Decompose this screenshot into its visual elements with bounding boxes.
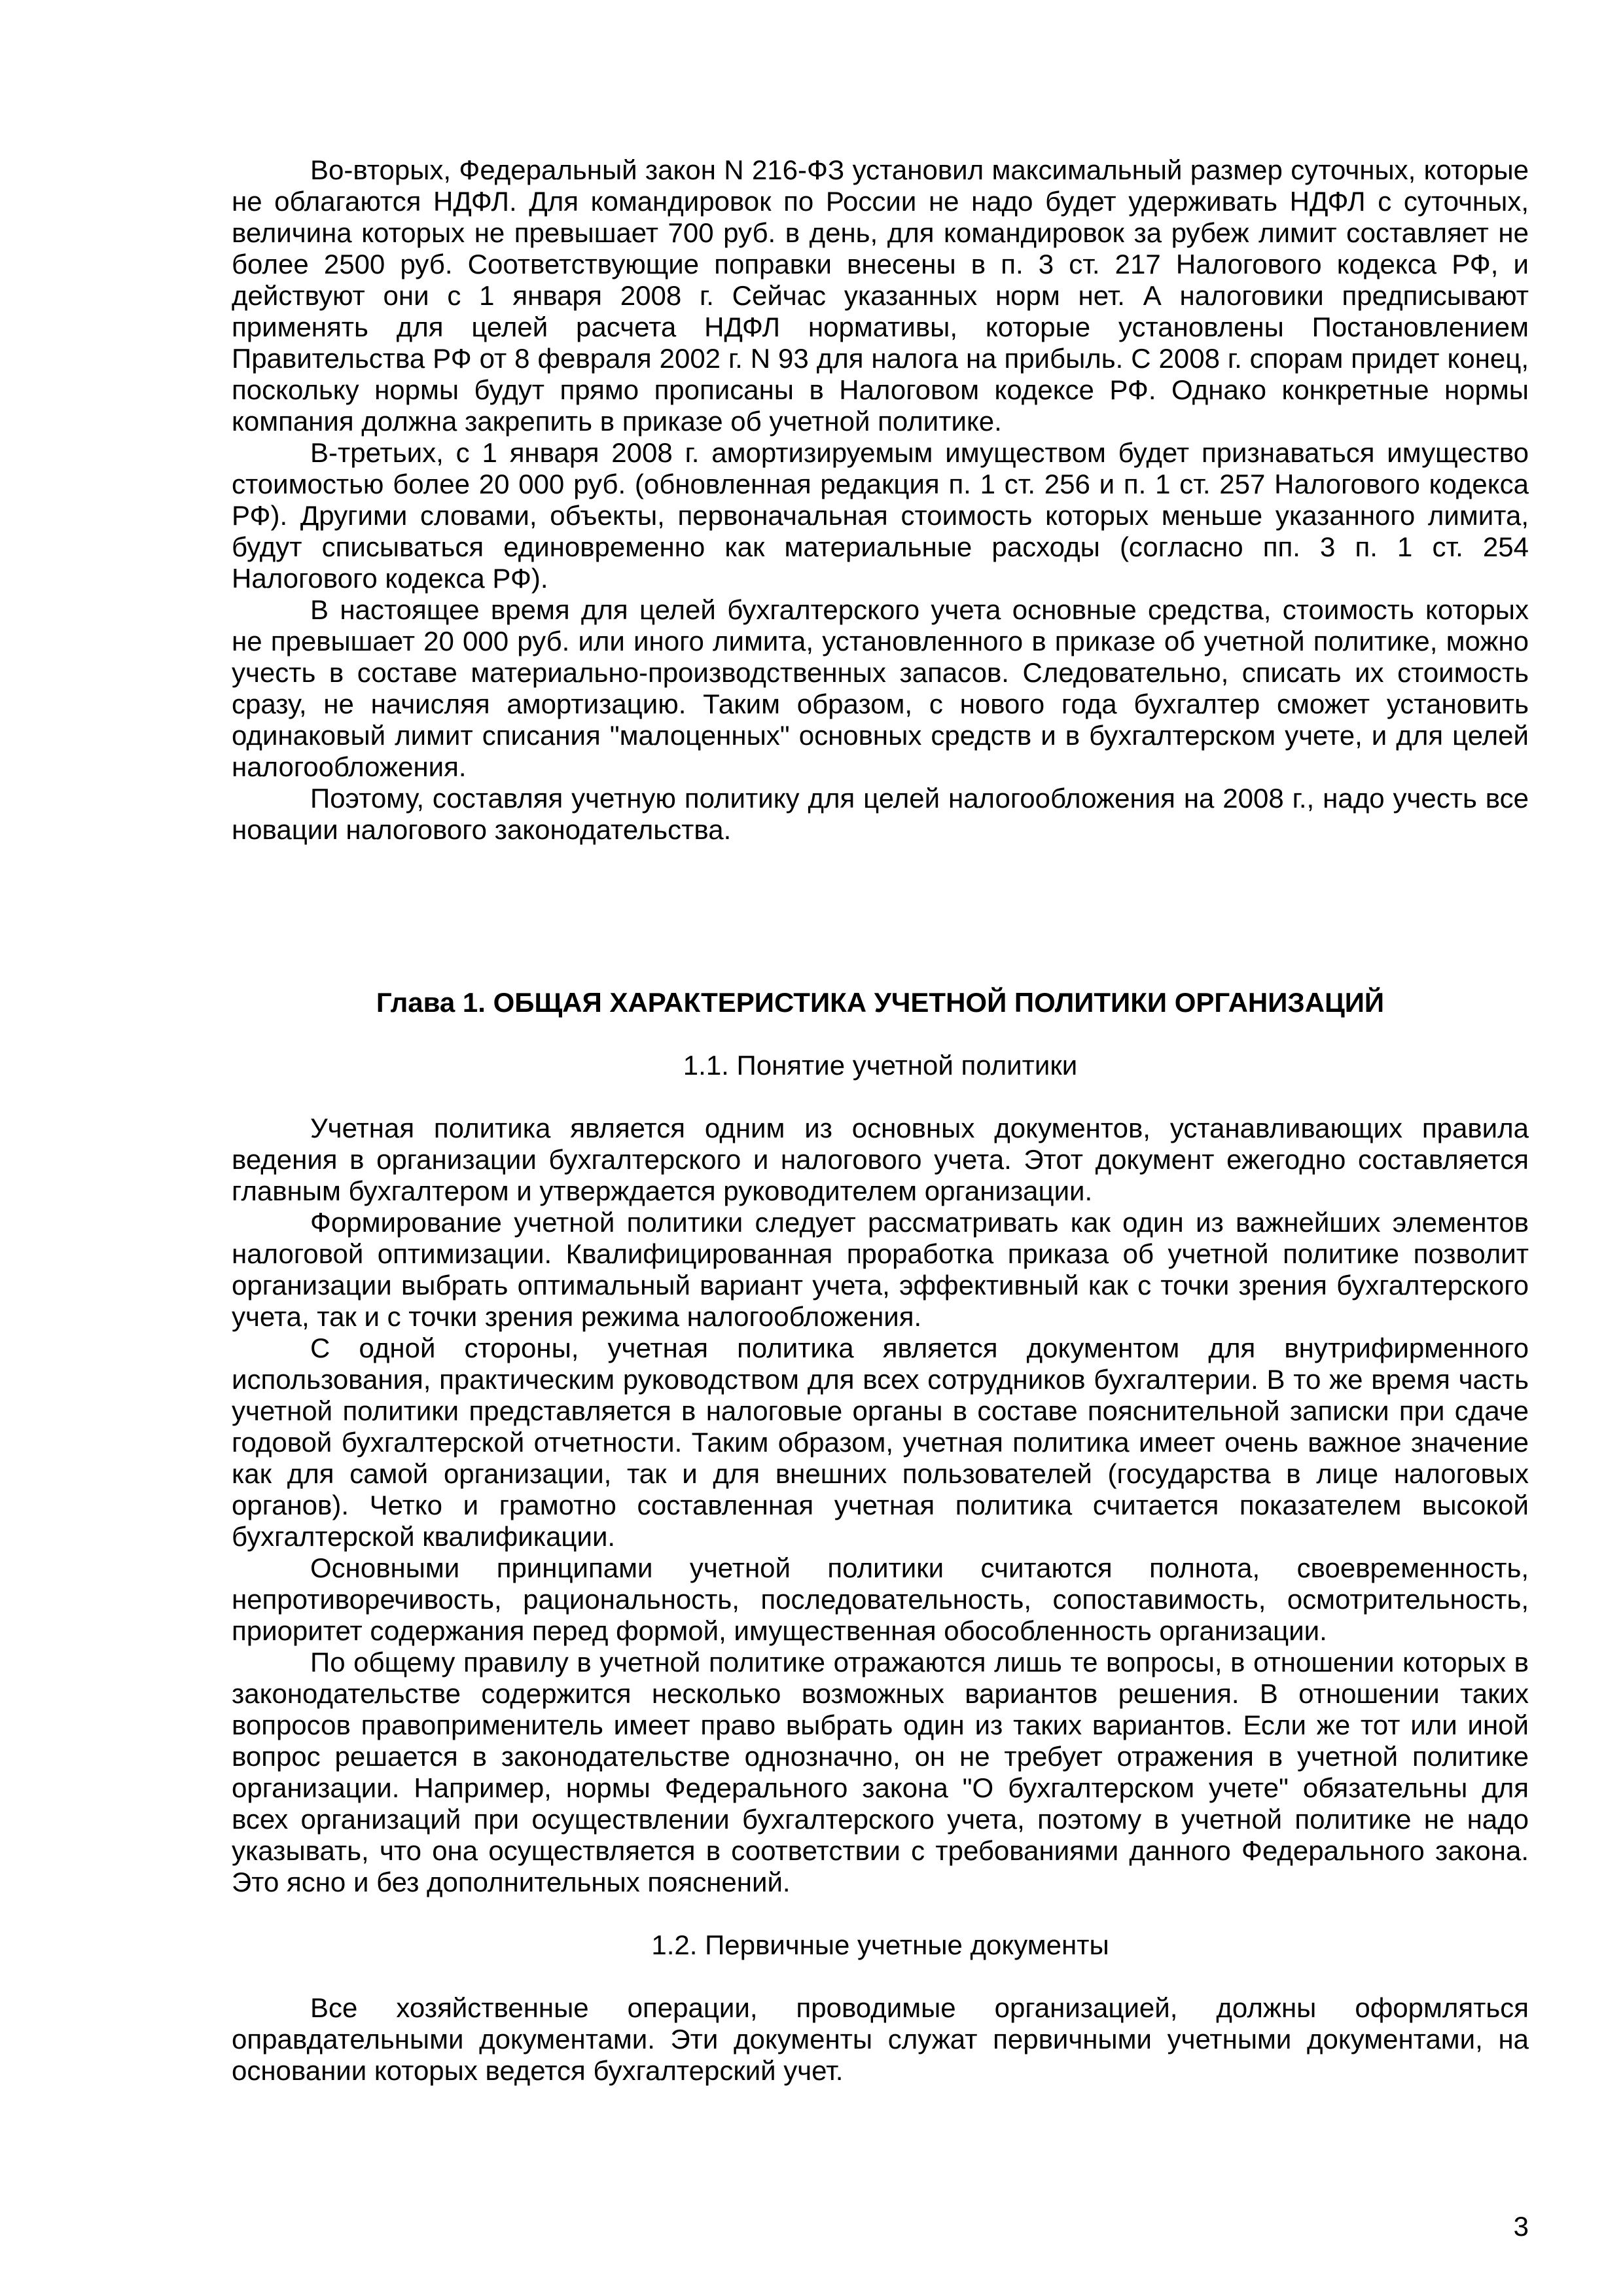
intro-paragraph-2: В-третьих, с 1 января 2008 г. амортизируемым имуществом будет признаваться имущество стоимостью более 20 000 руб. (обновленная редакция п. 1 ст. 256 и п. 1 ст. 257 Налогового кодекса РФ). Другими словами, объекты, первоначальная стоимость которых меньше указанного лимита, будут списываться единовременно как материальные расходы (согласно пп. 3 п. 1 ст. 254 Налогового кодекса РФ). [232,437,1529,594]
section-1-1-paragraph-5: По общему правилу в учетной политике отражаются лишь те вопросы, в отношении которых в законодательстве содержится несколько возможных вариантов решения. В отношении таких вопросов правоприменитель имеет право выбрать один из таких вариантов. Если же тот или иной вопрос решается в законодательстве однозначно, он не требует отражения в учетной политике организации. Например, нормы Федерального закона "О бухгалтерском учете" обязательны для всех организаций при осуществлении бухгалтерского учета, поэтому в учетной политике не надо указывать, что она осуществляется в соответствии с требованиями данного Федерального закона. Это ясно и без дополнительных пояснений. [232,1647,1529,1897]
section-1-1-paragraph-3: С одной стороны, учетная политика является документом для внутрифирменного использования, практическим руководством для всех сотрудников бухгалтерии. В то же время часть учетной политики представляется в налоговые органы в составе пояснительной записки при сдаче годовой бухгалтерской отчетности. Таким образом, учетная политика имеет очень важное значение как для самой организации, так и для внешних пользователей (государства в лице налоговых органов). Четко и грамотно составленная учетная политика считается показателем высокой бухгалтерской квалификации. [232,1333,1529,1552]
section-1-1-heading: 1.1. Понятие учетной политики [683,1050,1078,1081]
chapter-heading: Глава 1. ОБЩАЯ ХАРАКТЕРИСТИКА УЧЕТНОЙ ПОЛИТИКИ ОРГАНИЗАЦИЙ [376,987,1385,1018]
section-1-1-paragraph-1: Учетная политика является одним из основных документов, устанавливающих правила ведения в организации бухгалтерского и налогового учета. Этот документ ежегодно составляется главным бухгалтером и утверждается руководителем организации. [232,1113,1529,1206]
section-1-1-paragraph-4: Основными принципами учетной политики считаются полнота, своевременность, непротиворечивость, рациональность, последовательность, сопоставимость, осмотрительность, приоритет содержания перед формой, имущественная обособленность организации. [232,1552,1529,1646]
intro-paragraph-1: Во-вторых, Федеральный закон N 216-ФЗ установил максимальный размер суточных, которые не облагаются НДФЛ. Для командировок по России не надо будет удерживать НДФЛ с суточных, величина которых не превышает 700 руб. в день, для командировок за рубеж лимит составляет не более 2500 руб. Соответствующие поправки внесены в п. 3 ст. 217 Налогового кодекса РФ, и действуют они с 1 января 2008 г. Сейчас указанных норм нет. А налоговики предписывают применять для целей расчета НДФЛ нормативы, которые установлены Постановлением Правительства РФ от 8 февраля 2002 г. N 93 для налога на прибыль. С 2008 г. спорам придет конец, поскольку нормы будут прямо прописаны в Налоговом кодексе РФ. Однако конкретные нормы компания должна закрепить в приказе об учетной политике. [232,154,1529,437]
section-1-2-paragraph-1: Все хозяйственные операции, проводимые организацией, должны оформляться оправдательными документами. Эти документы служат первичными учетными документами, на основании которых ведется бухгалтерский учет. [232,1992,1529,2086]
intro-paragraph-4: Поэтому, составляя учетную политику для целей налогообложения на 2008 г., надо учесть все новации налогового законодательства. [232,783,1529,845]
section-1-2-heading: 1.2. Первичные учетные документы [651,1929,1109,1960]
document-content [232,154,1529,2087]
section-1-1-paragraph-2: Формирование учетной политики следует рассматривать как один из важнейших элементов налоговой оптимизации. Квалифицированная проработка приказа об учетной политике позволит организации выбрать оптимальный вариант учета, эффективный как с точки зрения бухгалтерского учета, так и с точки зрения режима налогообложения. [232,1207,1529,1332]
page-number: 3 [1513,2211,1529,2242]
intro-paragraph-3: В настоящее время для целей бухгалтерского учета основные средства, стоимость которых не превышает 20 000 руб. или иного лимита, установленного в приказе об учетной политике, можно учесть в составе материально-производственных запасов. Следовательно, списать их стоимость сразу, не начисляя амортизацию. Таким образом, с нового года бухгалтер сможет установить одинаковый лимит списания "малоценных" основных средств и в бухгалтерском учете, и для целей налогообложения. [232,594,1529,782]
